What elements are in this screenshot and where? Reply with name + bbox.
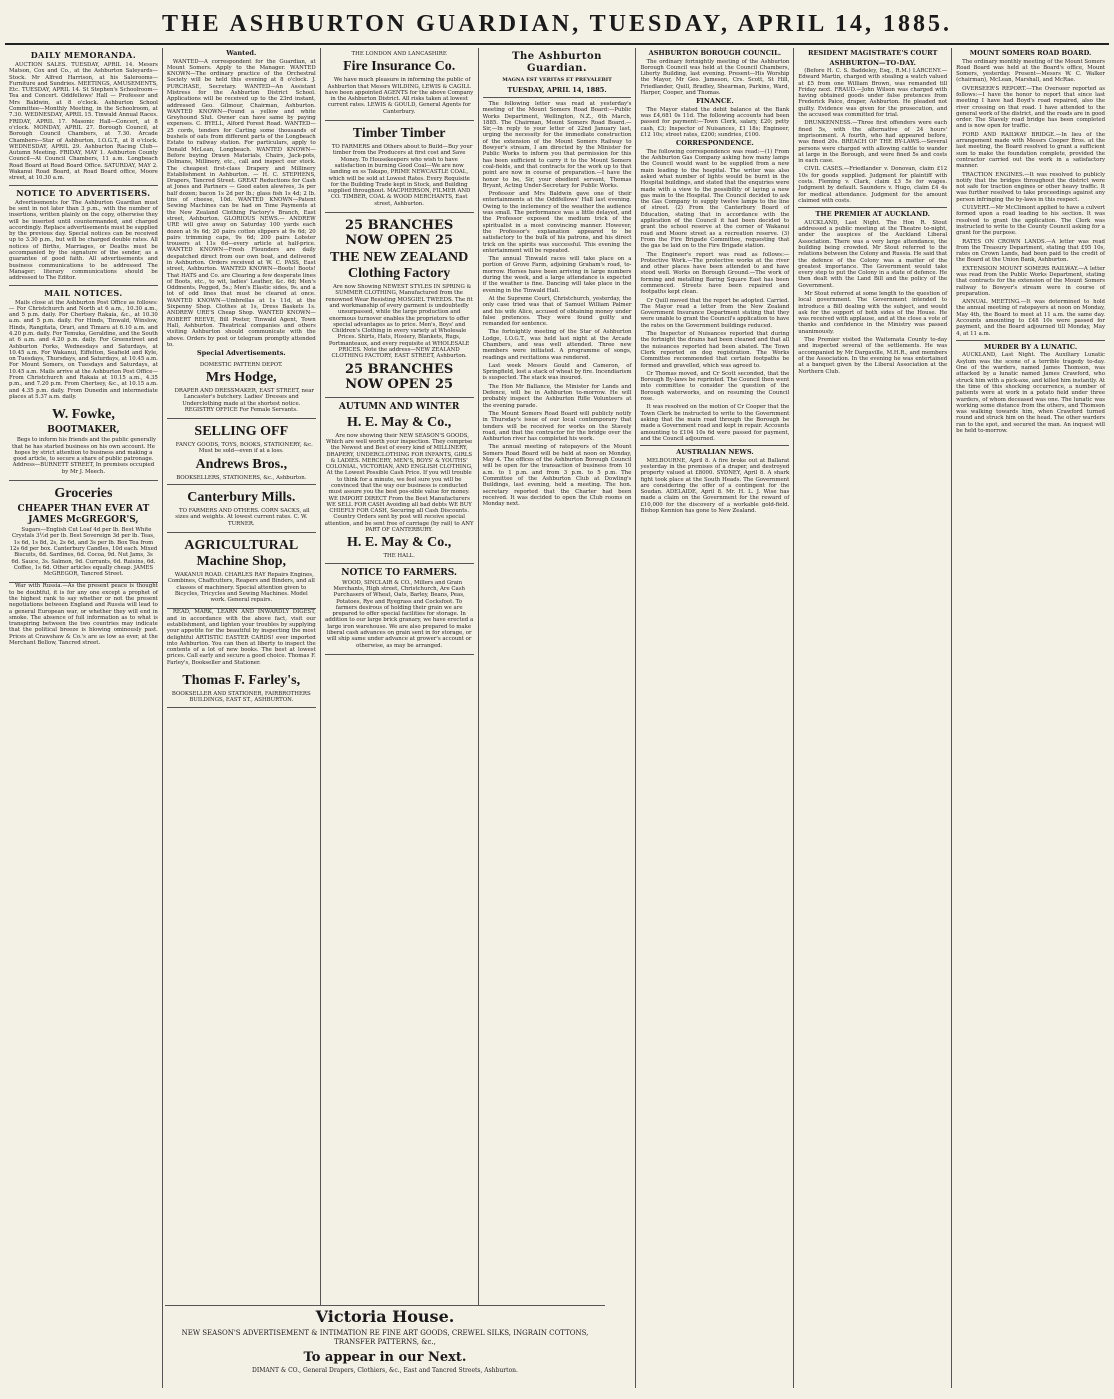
timber-text: TO FARMERS and Others about to Build—Buy your timber from the Producers at first cost and Save Money. To Housekeepers who wish to have satisfaction in burning Good Coal—We are now landing ex ss Takapo, PRIME NEWCASTLE COAL, which will be sold at Lowest Rates. Every Requisite for the Building Trade kept in Stock, and Building supplied throughout. MACPHERSON, FILMER AND CO. TIMBER, COAL & WOOD MERCHANTS, East street, Ashburton. <box>327 144 473 207</box>
article-paragraph: The following correspondence was read:—(1) From the Ashburton Gas Company asking how many lamps the Council would want to be supplied from a new main leading to the hospital. The writer was also asked what number of lights would be burnt in the Hospital buildings, and stated that the enquiries were made with a view to the possibility of laying a new gas main to the Hospital. The Council decided to ask the Gas Company to supply twelve lamps to the line of street. (2) From the Canterbury Board of Education, stating that in accordance with the application of the Council it had been decided to grant the school reserve at the corner of Wakanui road and Moore street as a recreation reserve. (3) From the Fire Brigade Committee, requesting that the gas be laid on to the Fire Brigade station. <box>640 148 790 250</box>
may-co-name: H. E. May & Co., <box>347 414 452 430</box>
paper-date: TUESDAY, APRIL 14, 1885. <box>507 85 607 94</box>
farmers-notice-ad <box>325 564 474 655</box>
war-text: War with Russia.—As the present peace is thought to be doubtful, it is for any one except a prophet of the highest rank to say whether or not the present negotiations between England and Russia will lead to a general European war, or whether they will end in smoke. The absence of full information as to what is transpiring between the two countries may indicate that the political breeze is blowing ominously past. Prices at Crawshaw & Co.'s are as low as ever, at the Merchant Bellow, Tancred street. <box>9 583 158 647</box>
notice-heading: NOTICE TO ADVERTISERS. <box>16 187 151 198</box>
may-co-text: Are now showing their NEW SEASON'S GOODS, Which are well worth your inspection. They comprise the Newest and Best of every kind of MILLINERY, DRAPERY, UNDERCLOTHING FOR INFANTS, GIRLS & LADIES. MERCERY, MEN'S, BOYS' & YOUTHS' COLONIAL, VICTORIAN, AND ENGLISH CLOTHING, At the Lowest Possible Cash Price. If you will trouble to think for a minute, we feel sure you will be convinced that the way our business is conducted must assure you the best pos-sible value for money. WE IMPORT DIRECT From the Best Manufacturers WE SELL FOR CASH Avoiding all bad debts WE BUY CHIEFLY FOR CASH, Securing all Cash Discounts. Country Orders sent by post will receive special attention, and be sent free of carriage (by rail) to ANY PART OF CANTERBURY. <box>324 432 474 534</box>
andrews-name: Andrews Bros., <box>195 456 288 472</box>
masthead-title: THE ASHBURTON GUARDIAN, TUESDAY, APRIL 14, 1885. <box>162 10 952 37</box>
hodge-name: Mrs Hodge, <box>205 369 277 385</box>
article-paragraph: CIVIL CASES.—Friedlander v. Donovan, claim £12 10s for goods supplied. Judgment for plaintiff with costs. Fleming v. Clark, claim £3 5s for wages. Judgment by default. Saunders v. Hugo, claim £4 4s for medical attendance. Judgment for the amount claimed with costs. <box>798 166 948 204</box>
branches-banner-bottom: 25 BRANCHES NOW OPEN 25 <box>344 361 454 392</box>
column-3 <box>321 48 479 1388</box>
fowke-name: W. Fowke, <box>51 407 115 423</box>
may-co-hall: THE HALL. <box>383 553 415 560</box>
article-paragraph: RATES ON CROWN LANDS.—A letter was read from the Treasury Department, stating that £95 10s, rates on Crown Lands, had been paid to the credit of the Board at the Union Bank, Ashburton. <box>956 238 1106 264</box>
victoria-house-appear: To appear in our Next. <box>303 1350 467 1365</box>
borough-council-heading: ASHBURTON BOROUGH COUNCIL. <box>648 49 782 57</box>
article-paragraph: The Engineer's report was read as follows:—Protective Work.—The protective works at the river and other places have been attended to and have stood well. Works on Borough Ground.—The work of forming and metalling Baring Square East has been commenced. Streets have been repaired and footpaths kept clean. <box>640 251 790 296</box>
article-paragraph: The Mount Somers Road Board will publicly notify in Thursday's issue of our local contemporary that tenders will be received for works on the Stavely road, and that the contractor for the bridge over the Ashburton river has completed his work. <box>482 410 632 443</box>
andrews-text: BOOKSELLERS, STATIONERS, &c., Ashburton. <box>176 474 307 481</box>
article-paragraph: DRUNKENNESS.—Three first offenders were each fined 5s, with the alternative of 24 hours' imprisonment. A fourth, who had appeared before, was fined 20s. BREACH OF THE BY-LAWS.—Several persons were charged with allowing cattle to wander at large in the Borough, and were fined 5s and costs in each case. <box>798 120 948 165</box>
branches-banner: 25 BRANCHES NOW OPEN 25 <box>344 218 454 249</box>
article-paragraph: MELBOURNE, April 8. A fire broke out at Ballarat yesterday in the premises of a draper, and destroyed property valued at £8000. SYDNEY, April 8. A shark fight took place at the South Heads. The Government are considering the offer of a contingent for the Soudan. ADELAIDE, April 8. Mr. H. L. J. Wise has made a claim on the Government for the reward of £10,000 for the discovery of a workable gold-field. Bishop Kennion has gone to New Zealand. <box>640 457 790 514</box>
article-paragraph: The annual meeting of ratepayers of the Mount Somers Road Board will be held at noon on Monday, May 4. The offices of the Ashburton Borough Council will be open for the transaction of business from 10 a.m. to 1 p.m. and from 3 p.m. to 5 p.m. The Committee of the Ashburton Club at Dowling's Buildings, last evening, held a meeting. The hon. secretary reported that the Charter had been received. It was decided to open the Club rooms on Monday next. <box>482 444 632 508</box>
machine-shop-ad <box>167 533 316 609</box>
article-paragraph: The annual Tinwald races will take place on a portion of Grove Farm, adjoining Graham's road, to-morrow. Horses have been arriving in large numbers during the week, and a large attendance is expected if the weather is fine. Dancing will take place in the evening in the Tinwald Hall. <box>482 256 632 294</box>
hodge-ad <box>167 359 316 419</box>
machine-shop-heading: AGRICULTURAL Machine Shop, <box>184 537 299 569</box>
clothing-factory-text: Are now Showing NEWEST STYLES IN SPRING & SUMMER CLOTHING, Manufactured from the renowned Wear Resisting MOSGIEL TWEEDS. The fit and workmanship of every garment is undoubtedly unsurpassed, while the large production and enormous turnover enables the proprietors to offer special advantages as to price. Men's, Boys' and Children's Clothing in every variety at Wholesale Prices. Shirts, Hats, Hosiery, Blankets, Rugs, Portmanteaux, and every requisite at WHOLESALE PRICES. Note the address—NEW ZEALAND CLOTHING FACTORY, EAST STREET, Ashburton. <box>325 284 473 360</box>
farley-name: Thomas F. Farley's, <box>182 673 301 689</box>
groceries-sub: CHEAPER THAN EVER AT JAMES McGREGOR'S, <box>17 504 150 526</box>
may-co-ad <box>325 398 474 564</box>
timber-heading: Timber Timber <box>352 126 446 142</box>
article-paragraph: ANNUAL MEETING.—It was determined to hold the annual meeting of ratepayers at noon on Monday, May 4th, the Board to meet at 11 a.m. the same day. Accounts amounting to £48 10s were passed for payment, and the Board adjourned till Monday, May 4, at 11 a.m. <box>956 299 1106 337</box>
groceries-ad <box>9 481 158 583</box>
article-paragraph: The Premier visited the Waitemata County to-day and inspected several of the settlements. He was accompanied by Mr Dargaville, M.H.R., and members of the Association. In the evening he was entertained at a banquet given by the Liberal Association at the Northern Club. <box>798 337 948 375</box>
fire-insurance-top: THE LONDON AND LANCASHIRE <box>351 51 447 57</box>
divider <box>640 445 789 446</box>
memoranda-text: AUCTION SALES. TUESDAY, APRIL 14. Messrs Matson, Cox and Co., at the Ashburton Saleyards—Stock. Mr Alfred Harrison, at his Salerooms—Furniture and Sundries. MEETINGS, AMUSEMENTS, Etc. TUESDAY, APRIL 14. St Stephen's Schoolroom—Tea and Concert. Oddfellows' Hall — Professor and Mrs Baldwin, at 8 o'clock. Ashburton School Committee—Monthly Meeting, in the Schoolroom, at 7.30. WEDNESDAY, APRIL 15. Tinwald Annual Races. FRIDAY, APRIL 17. Masonic Hall—Concert, at 8 o'clock. MONDAY, APRIL 27. Borough Council, at Borough Council Chambers, at 7.30. Arcade Chambers—Star of Ashburton, I.O.G.T., at 8 o'clock. WEDNESDAY, APRIL 29. Ashburton Racing Club—Autumn Meeting. FRIDAY, MAY 1. Ashburton County Council—At Council Chambers, 11 a.m. Longbeach Road Board at Road Board Office. SATURDAY, MAY 2. Wakanui Road Board, at Road Board office, Moore street, at 10.30 a.m. <box>9 62 158 182</box>
article-paragraph: EXTENSION MOUNT SOMERS RAILWAY.—A letter was read from the Public Works Department, stating that contracts for the extension of the Mount Somers railway to Bowyer's stream were in course of preparation. <box>956 265 1106 297</box>
article-paragraph: The Inspector of Nuisances reported that during the fortnight the drains had been cleaned and that all the nuisances reported had been abated. The Town Clerk reported on dog registration. The Works Committee recommended that certain footpaths be formed and gravelled, which was agreed to. <box>640 331 790 369</box>
article-paragraph: The Hon Mr Ballance, the Minister for Lands and Defence, will be in Ashburton to-morrow. He will probably inspect the Ashburton Rifle Volunteers at the evening parade. <box>482 383 632 409</box>
premier-heading: THE PREMIER AT AUCKLAND. <box>815 210 930 219</box>
article-paragraph: Cr Quill moved that the report be adopted. Carried. The Mayor read a letter from the New Zealand Government Insurance Department stating that they were unable to grant the Council's application to have the rates on the Government buildings reduced. <box>640 297 790 329</box>
article-paragraph: AUCKLAND, Last Night. The Hon R. Stout addressed a public meeting at the Theatre to-night, under the auspices of the Auckland Liberal Association. There was a very large attendance, the building being crowded. Mr Stout referred to the relations between the Colony and Russia. He said that the defence of the Colony was a matter of the greatest importance. The Government would take every step to put the Colony in a state of defence. He then dealt with the Land Bill and the policy of the Government. <box>798 219 948 289</box>
divider <box>956 340 1105 341</box>
fire-insurance-text: We have much pleasure in informing the public of Ashburton that Messrs WILDING, LEWIS & CAGILL have been appointed AGENTS for the above Company in the Ashburton District. All risks taken at lowest current rates. LEWIS & GOULD, General Agents for Canterbury. <box>325 77 474 115</box>
selling-off-ad <box>167 419 316 485</box>
column-5 <box>636 48 794 1388</box>
article-paragraph: The Mayor stated the debit balance at the Bank was £4,681 0s 11d. The following accounts had been passed for payment:—Town Clerk, salary, £20; petty cash, £3; Inspector of Nuisances, £1 18s; Engineer, £12 10s; street rates, £200; sundries, £100. <box>640 106 790 138</box>
article-paragraph: Mr Stout referred at some length to the question of local government. The Government intended to introduce a Bill dealing with the subject, and would ask for the support of both sides of the House. He was received with applause, and at the close a vote of thanks and confidence in the Ministry was passed unanimously. <box>798 291 948 335</box>
road-board-heading: MOUNT SOMERS ROAD BOARD. <box>969 49 1092 57</box>
finance-heading: FINANCE. <box>696 97 734 106</box>
wanted-text: WANTED—A correspondent for the Guardian, at Mount Somers. Apply to the Manager. WANTED KNOWN—The ordinary practice of the Orchestral Society will be held this evening at 8 o'clock. J. PURCHASE, Secretary. WANTED—An Assistant Mistress for the Ashburton District School. Applications will be received up to the 23rd instant, addressed Geo. Gilmour, Chairman, Ashburton. WANTED KNOWN—Found a yellow and white Greyhound Slut. Owner can have same by paying expenses. C. BYELL, Alford Forest Road. WANTED—25 cords, tenders for Carting some thousands of bushels of oats from different parts of the Longbeach Estate to railway station. For particulars, apply to Donald McLean, Longbeach. WANTED KNOWN—Before buying Drawn Materials, Chairs, Jack-pots, Dolmans, Millinery, etc., call and inspect our stock. The cheapest first-class Drapery and Millinery Establishment in Ashburton. — H. C. STEPHENS, Drapers, Tancred Street. GREAT Reductions for Cash at Jones and Partners — Good eaten alewives, 3s per half dozen; bacon 1s 2d per lb.; glass fish 1s 4d; 2 lb. tins of cheese, 10d. WANTED KNOWN—Patent Sewing Machines can be had on Time Payments at the New Zealand Clothing Factory's Branch, East street, Ashburton. GLORIOUS NEWS.— ANDREW URE will give away on Saturday 100 yards each dozen at 9s 6d; 20 pairs cotton slippers at 9s 6d; 20 pairs trimming caps, 9s 6d; 200 pairs Lobster trousers at 11s 6d—every article at half-price. WANTED KNOWN—Fresh Flounders are daily despatched direct from our own boat, and delivered in Ashburton. Orders received at W. C. PASS, East street, Ashburton. WANTED KNOWN—Boots! Boots! That HATS and Co. are Clearing a few desperate lines of Boots, etc., to wit, ladies' Leather, &c. 6d; Men's Oddments, Pegged, 5s.; Men's Elastic sides, 9s. and a lot of odd lines that must be cleared at once. WANTED KNOWN—Umbrellas at 1s 11d, at the Sixpenny Shop. Clothes at 1s, Dress Baskets 1s. ANDREW URE'S Cheap Shop. WANTED KNOWN—ROBERT REEVE, Bill Poster, Tinwald Agent, Town Hall, Ashburton. Theatrical companies and others visiting Ashburton should communicate with the above. Orders by post or telegram promptly attended to. <box>166 58 316 348</box>
farmers-notice-heading: NOTICE TO FARMERS. <box>341 567 458 578</box>
clothing-factory-name: THE NEW ZEALAND Clothing Factory <box>330 250 469 282</box>
notice-text: Advertisements for The Ashburton Guardian must be sent in not later than 3 p.m., with the number of insertions, written plainly on the copy, otherwise they will be inserted until countermanded, and charged accordingly. Replace advertisements must be supplied by the previous day. Special notices can be received up to 3.30 p.m., but will be charged double rates. All notices of Births, Marriages, or Deaths must be accompanied by the signature of the sender, as a guarantee of good faith. All advertisements and business communications to be addressed The Manager; literary communications should be addressed to The Editor. <box>9 199 158 282</box>
divider <box>483 97 632 98</box>
mail-text: Mails close at the Ashburton Post Office as follows:— For Christchurch and North at 6 a.m., 10.30 a.m., and 5 p.m. daily. For Chertsey Rakaia, &c., at 10.30 a.m. and 5 p.m. daily. For Hinds, Tinwald, Winslow, Hinds, Rangitata, Orari, and Timaru at 6.10 a.m. and 4.20 p.m. daily. For Temuka, Geraldine, and the South at 6 a.m. and 4.20 p.m. daily. For Greenstreet and Ashburton Forks, Wednesdays and Saturdays, at 10.45 a.m. For Wakanui, Eiffelton, Seafield and Kyle, on Tuesdays, Thursdays, and Saturdays, at 10.45 a.m. For Mount Somers, on Tuesdays and Saturdays, at 10.45 a.m. Mails arrive at the Ashburton Post Office— From Christchurch and Rakaia at 10.15 a.m., 4.35 p.m., and 7.20 p.m. From Chertsey, &c., at 10.15 a.m. and 4.35 p.m. daily. From Dunedin and intermediate places at 5.37 a.m. daily. <box>9 299 158 400</box>
column-7 <box>952 48 1109 1388</box>
victoria-house-ad <box>165 1305 605 1388</box>
article-paragraph: The ordinary monthly meeting of the Mount Somers Road Board was held at the Board's office, Mount Somers, yesterday. Present—Messrs W. C. Walker (chairman), McLean, Marshall, and McRae. <box>956 58 1106 84</box>
court-subheading: ASHBURTON—TO-DAY. <box>829 58 916 67</box>
special-ads-heading: Special Advertisements. <box>196 349 286 358</box>
groceries-text: Sugars—English Cut Loaf 4d per lb. Best White Crystals 3½d per lb. Best Sovereign 3d per lb. Teas, 1s 6d, 1s 8d, 2s, 2s 6d, and 3s per lb. Box Tea from 12s 6d per box. Canterbury Candles, 10d each. Mixed Biscuits, 6d. Sardines, 6d. Cocoa, 9d. Nut Jams, 3s 6d. Sauce, 3s. Salmon, 9d. Currants, 6d. Raisins, 6d. Coffee, 1s 6d. Other articles equally cheap. JAMES McGREGOR, Tancred Street. <box>9 527 158 578</box>
selling-off-text: FANCY GOODS, TOYS, BOOKS, STATIONERY, &c. Must be sold—even if at a loss. <box>175 442 313 455</box>
murder-heading: MURDER BY A LUNATIC. <box>984 342 1078 351</box>
article-paragraph: FORD AND RAILWAY BRIDGE.—In lieu of the arrangement made with Messrs Cooper Bros. at the last meeting, the Board resolved to grant a sufficient sum to make the foundation complete, provided the contractor carried out the work in a satisfactory manner. <box>956 131 1106 170</box>
australian-news-heading: AUSTRALIAN NEWS. <box>676 448 754 457</box>
divider <box>9 185 158 186</box>
farley-ad <box>167 668 316 708</box>
article-paragraph: CULVERT.—Mr McClimont applied to have a culvert formed upon a road leading to his section. It was resolved to grant the application. The Clerk was instructed to write to the County Council asking for a grant for the purpose. <box>956 205 1106 237</box>
column-1 <box>5 48 163 1388</box>
masthead <box>5 5 1109 45</box>
farmers-notice-text: WOOD, SINCLAIR & CO., Millers and Grain Merchants, High street, Christchurch, Are Cash Purchasers of Wheat, Oats, Barley, Beans, Peas, Potatoes, Rye and Ryegrass and Cocksfoot. To farmers desirous of holding their grain we are prepared to offer special facilities for storage. In addition to our large brick granary, we have erected a large iron warehouse. We are also prepared to make liberal cash advances on grain sent in for storage, or will ship same under advance at grower's account or otherwise, as may be arranged. <box>325 579 474 649</box>
divider <box>9 285 158 286</box>
selling-off-heading: SELLING OFF <box>194 424 289 440</box>
article-paragraph: The ordinary fortnightly meeting of the Ashburton Borough Council was held at the Council Chambers, Liberty Building, last evening. Present—His Worship the Mayor, Mr Geo. Jameson, Crs. Scott, St Hill, Friedlander, Quill, Bradley, Shearman, Parkins, Ward, Harper, Cooper, and Thomas. <box>640 58 790 96</box>
column-4 <box>479 48 637 1388</box>
column-2 <box>163 48 321 1388</box>
article-paragraph: At the Supreme Court, Christchurch, yesterday, the only case tried was that of Samuel William Palmer and his wife Alice, accused of obtaining money under false pretences. They were found guilty and remanded for sentence. <box>482 295 632 328</box>
farley-text: BOOKSELLER AND STATIONER, FAIRBROTHERS BUILDINGS, EAST ST., ASHBURTON. <box>171 691 311 704</box>
may-co-name-bottom: H. E. May & Co., <box>347 535 452 551</box>
paper-name: The Ashburton Guardian. <box>512 51 602 74</box>
canterbury-mills-ad <box>167 485 316 533</box>
easter-cards-text: READ, MARK, LEARN AND INWARDLY DIGEST, and in accordance with the above fact, visit our establishment, and lighten your troubles by supplying your appetite for the beautiful by inspecting the most delightful ARTISTIC EASTER CARDS! ever imported into Ashburton. You can then at liberty to inspect the contents of a lot of new books. The best at lowest prices. Call early and secure a good choice. Thomas F. Farley's, Bookseller and Stationer. <box>166 609 316 666</box>
article-paragraph: Cr Thomas moved, and Cr Scott seconded, that the Borough By-laws be reprinted. The Council then went into committee to consider the question of the Borough waterworks, and on resuming the Council rose. <box>640 370 790 403</box>
article-paragraph: Last week Messrs Gould and Cameron, of Springfield, lost a stack of wheat by fire. Incendiarism is suspected. The stack was insured. <box>482 362 632 382</box>
machine-shop-text: WAKANUI ROAD. CHARLES RAY Repairs Engines, Combines, Chaffcutters, Reapers and Binders, and all classes of machinery. Special attention given to Bicycles, Tricycles and Sewing Machines. Model work. General repairs. <box>167 571 315 604</box>
memoranda-heading: DAILY MEMORANDA. <box>30 50 137 60</box>
victoria-house-heading: Victoria House. <box>315 1307 455 1326</box>
article-paragraph: TRACTION ENGINES.—It was resolved to publicly notify that the bridges throughout the district were not safe for traction engines or other heavy traffic. It was further resolved to take proceedings against any person infringing the by-laws in this respect. <box>956 171 1106 203</box>
article-paragraph: OVERSEER'S REPORT.—The Overseer reported as follows:—I have the honor to report that since last meeting I have had Boyd's road repaired, also the river crossing on that road. I have attended to the general work of the district, and the roads are in good order. The Stavely road bridge has been completed and is now open for traffic. <box>956 85 1106 130</box>
article-paragraph: The fortnightly meeting of the Star of Ashburton Lodge, I.O.G.T., was held last night at the Arcade Chambers, and was well attended. Three new members were initiated. A programme of songs, readings and recitations was rendered. <box>482 329 632 361</box>
court-heading: RESIDENT MAGISTRATE'S COURT <box>808 49 938 57</box>
columns <box>5 48 1109 1388</box>
fowke-text: Begs to inform his friends and the public generally that he has started business on his own account. He hopes by strict attention to business and making a good article, to secure a share of public patronage. Address—BURNETT STREET, In premises occupied by Mr J. Meech. <box>11 437 156 475</box>
mills-text: TO FARMERS AND OTHERS. CORN SACKS, all sizes and weights. At lowest current rates. C. W. TURNER. <box>175 508 310 527</box>
fowke-trade: BOOTMAKER, <box>47 425 120 436</box>
fowke-ad <box>9 402 158 481</box>
fire-insurance-ad <box>325 48 474 121</box>
clothing-factory-ad <box>325 213 474 398</box>
mills-heading: Canterbury Mills. <box>187 490 296 506</box>
wanted-heading: Wanted. <box>226 49 257 57</box>
may-co-top: AUTUMN AND WINTER <box>338 401 460 412</box>
article-paragraph: AUCKLAND, Last Night. The Auxiliary Lunatic Asylum was the scene of a terrible tragedy to-day. One of the warders, named James Thomson, was attacked by a lunatic named James Crawford, who struck him with a pick-axe, and killed him instantly. At the time of this shocking occurrence, a number of patients were at work in a potato field under three warders, of whom deceased was one. The lunatic was working some distance from the others, and Thomson was walking towards him, when Crawford turned round and struck him on the head. The other warders ran to the spot, and secured the man. An inquest will be held to-morrow. <box>956 352 1106 435</box>
fire-insurance-name: Fire Insurance Co. <box>343 59 456 75</box>
victoria-house-firm: DIMANT & CO., General Drapers, Clothiers, &c., East and Tancred Streets, Ashburton. <box>252 1367 518 1374</box>
victoria-house-text: NEW SEASON'S ADVERTISEMENT & INTIMATION RE FINE ART GOODS, CREWEL SILKS, INGRAIN COTTONS, TRANSFER PATTERNS, &c., <box>181 1329 589 1346</box>
article-paragraph: Professor and Mrs Baldwin gave one of their entertainments at the Oddfellows' Hall last evening. Owing to the inclemency of the weather the audience was small. The performance was a little delayed, and the Professor exposed the medium trick of the spiritualist in a most convincing manner. However, the Professor's explanation appeared to be satisfactory to the bulk of his patrons, and his direct trick on the spirits was successful. This evening the entertainment will be repeated. <box>482 191 632 254</box>
correspondence-heading: CORRESPONDENCE. <box>675 139 754 148</box>
hodge-text: DRAPER AND DRESSMAKER, EAST STREET, near Lancaster's butchery. Ladies' Dresses and Underclothing made at the shortest notice. REGISTRY OFFICE For Female Servants. <box>174 387 315 413</box>
divider <box>798 207 947 208</box>
newspaper-page <box>5 5 1109 1389</box>
paper-motto: MAGNA EST VERITAS ET PREVALEBIT <box>502 77 612 83</box>
article-paragraph: The following letter was read at yesterday's meeting of the Mount Somers Road Board:—Public Works Department, Wellington, N.Z., 6th March, 1885. The Chairman, Mount Somers Road Board.—Sir,—In reply to your letter of 22nd January last, urging the necessity for the immediate construction of the extension of the Mount Somers Railway to Bowyer's stream, I am directed by the Minister for Public Works to inform you that permission for this has been sufficient to carry it to the Mount Somers coal-fields, and that contracts for the work up to that point are now in course of preparation.—I have the honor to be, Sir, your obedient servant, Thomas Bryant, Acting Under-Secretary for Public Works. <box>482 101 632 189</box>
article-paragraph: (Before H. C. S. Baddeley, Esq., R.M.) LARCENY.—Edward Martin, charged with stealing a watch valued at £5 from one William Brown, was remanded till Friday next. FRAUD.—John Wilson was charged with having obtained goods under false pretences from Frederick Paice, draper, Ashburton. He pleaded not guilty. Evidence was given for the prosecution, and the accused was committed for trial. <box>798 68 948 119</box>
mail-heading: MAIL NOTICES. <box>44 287 123 298</box>
timber-ad <box>325 121 474 213</box>
groceries-heading: Groceries <box>54 486 113 502</box>
article-paragraph: It was resolved on the motion of Cr Cooper that the Town Clerk be instructed to write to the Government asking that the main road through the Borough be made a Government road and kept in repair. Accounts amounting to £104 10s 6d were passed for payment, and the Council adjourned. <box>640 404 790 442</box>
hodge-top: DOMESTIC PATTERN DEPOT. <box>199 361 283 368</box>
column-6 <box>794 48 952 1388</box>
